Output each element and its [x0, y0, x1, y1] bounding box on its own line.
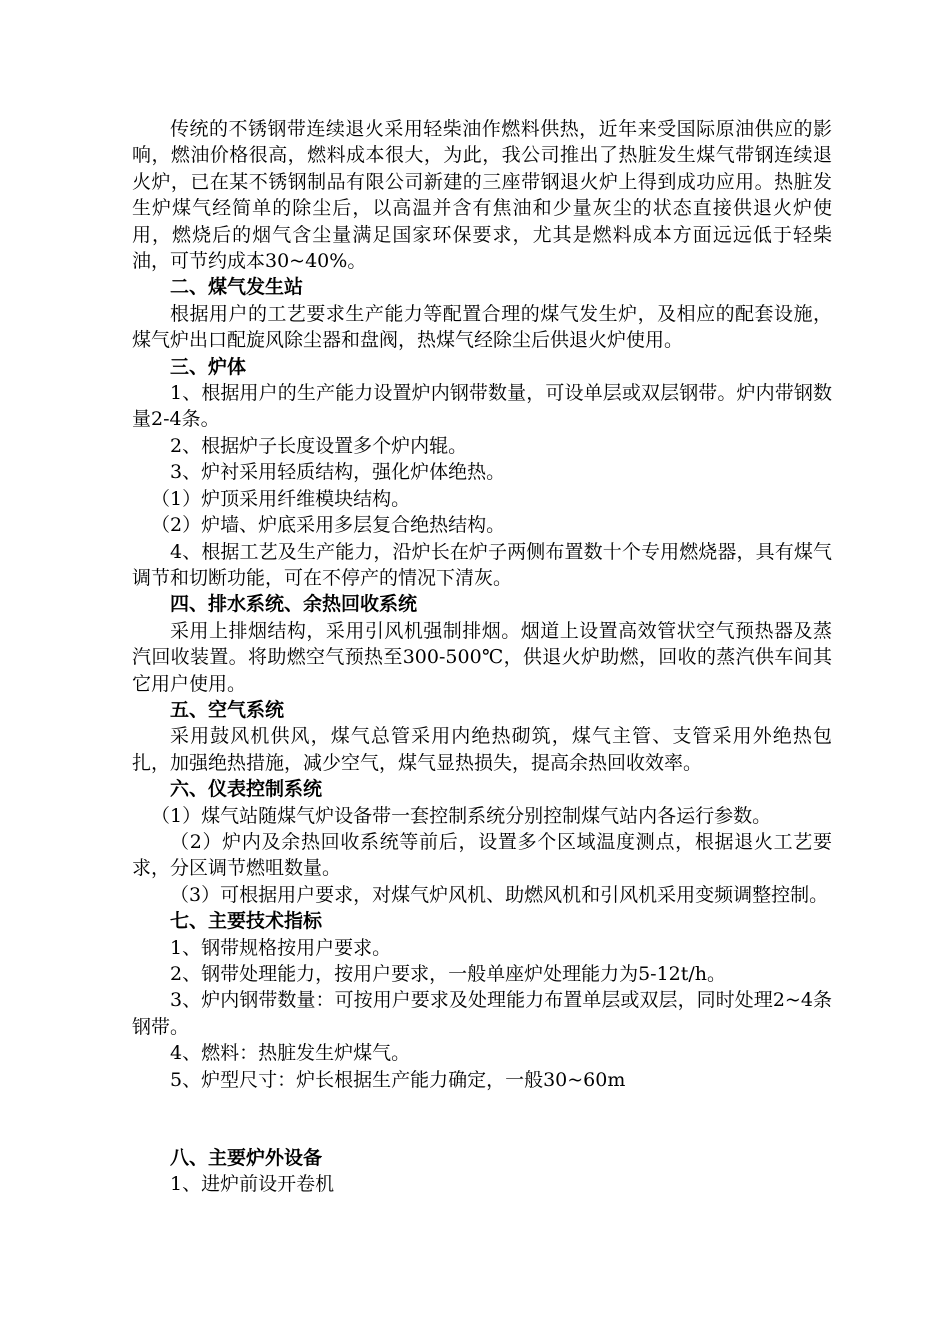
section-heading-gas-station: 二、煤气发生站: [170, 276, 304, 299]
list-item-spec-3: 3、炉内钢带数量：可按用户要求及处理能力布置单层或双层，同时处理2~4条钢带。: [132, 989, 832, 1038]
blank-space: [132, 1093, 832, 1145]
list-item-furnace-2: 2、根据炉子长度设置多个炉内辊。: [170, 434, 468, 457]
list-item-furnace-3: 3、炉衬采用轻质结构，强化炉体绝热。: [170, 461, 506, 484]
section-heading-instrument-control: 六、仪表控制系统: [170, 778, 323, 801]
paragraph-gas-station: 根据用户的工艺要求生产能力等配置合理的煤气发生炉，及相应的配套设施，煤气炉出口配旋风除尘器和盘阀，热煤气经除尘后供退火炉使用。: [132, 302, 832, 352]
list-item-control-1: （1）煤气站随煤气炉设备带一套控制系统分别控制煤气站内各运行参数。: [151, 804, 772, 827]
document-body: [132, 116, 832, 1198]
section-heading-exhaust-heat-recovery: 四、排水系统、余热回收系统: [170, 593, 418, 616]
list-item-equipment-1: 1、进炉前设开卷机: [170, 1173, 335, 1196]
list-item-control-2: （2）炉内及余热回收系统等前后，设置多个区域温度测点，根据退火工艺要求，分区调节燃咀数量。: [132, 830, 832, 880]
paragraph-exhaust: 采用上排烟结构，采用引风机强制排烟。烟道上设置高效管状空气预热器及蒸汽回收装置。将助燃空气预热至300-500℃，供退火炉助燃，回收的蒸汽供车间其它用户使用。: [132, 619, 832, 695]
section-heading-air-system: 五、空气系统: [170, 698, 285, 721]
paragraph-air-system: 采用鼓风机供风，煤气总管采用内绝热砌筑，煤气主管、支管采用外绝热包扎，加强绝热措施，减少空气，煤气显热损失，提高余热回收效率。: [132, 725, 832, 774]
list-item-spec-2: 2、钢带处理能力，按用户要求，一般单座炉处理能力为5-12t/h。: [170, 963, 727, 985]
sub-item-furnace-3-1: （1）炉顶采用纤维模块结构。: [151, 487, 411, 510]
intro-paragraph: 传统的不锈钢带连续退火采用轻柴油作燃料供热，近年来受国际原油供应的影响，燃油价格很高，燃料成本很大，为此，我公司推出了热脏发生煤气带钢连续退火炉，已在某不锈钢制品有限公司新建的三座带钢退火炉上得到成功应用。热脏发生炉煤气经简单的除尘后，以高温并含有焦油和少量灰尘的状态直接供退火炉使用，燃烧后的烟气含尘量满足国家环保要求，尤其是燃料成本方面远远低于轻柴油，可节约成本30~40%。: [132, 118, 832, 273]
list-item-spec-1: 1、钢带规格按用户要求。: [170, 936, 392, 959]
section-heading-tech-specs: 七、主要技术指标: [170, 910, 323, 933]
section-heading-external-equipment: 八、主要炉外设备: [170, 1147, 323, 1170]
list-item-furnace-4: 4、根据工艺及生产能力，沿炉长在炉子两侧布置数十个专用燃烧器，具有煤气调节和切断功能，可在不停产的情况下清灰。: [132, 540, 832, 589]
sub-item-furnace-3-2: （2）炉墙、炉底采用多层复合绝热结构。: [151, 514, 506, 537]
section-heading-furnace-body: 三、炉体: [170, 355, 247, 378]
list-item-spec-4: 4、燃料：热脏发生炉煤气。: [170, 1042, 411, 1065]
list-item-furnace-1: 1、根据用户的生产能力设置炉内钢带数量，可设单层或双层钢带。炉内带钢数量2-4条。: [132, 382, 832, 431]
list-item-control-3: （3）可根据用户要求，对煤气炉风机、助燃风机和引风机采用变频调整控制。: [170, 883, 829, 906]
list-item-spec-5: 5、炉型尺寸：炉长根据生产能力确定，一般30~60m: [170, 1068, 626, 1091]
